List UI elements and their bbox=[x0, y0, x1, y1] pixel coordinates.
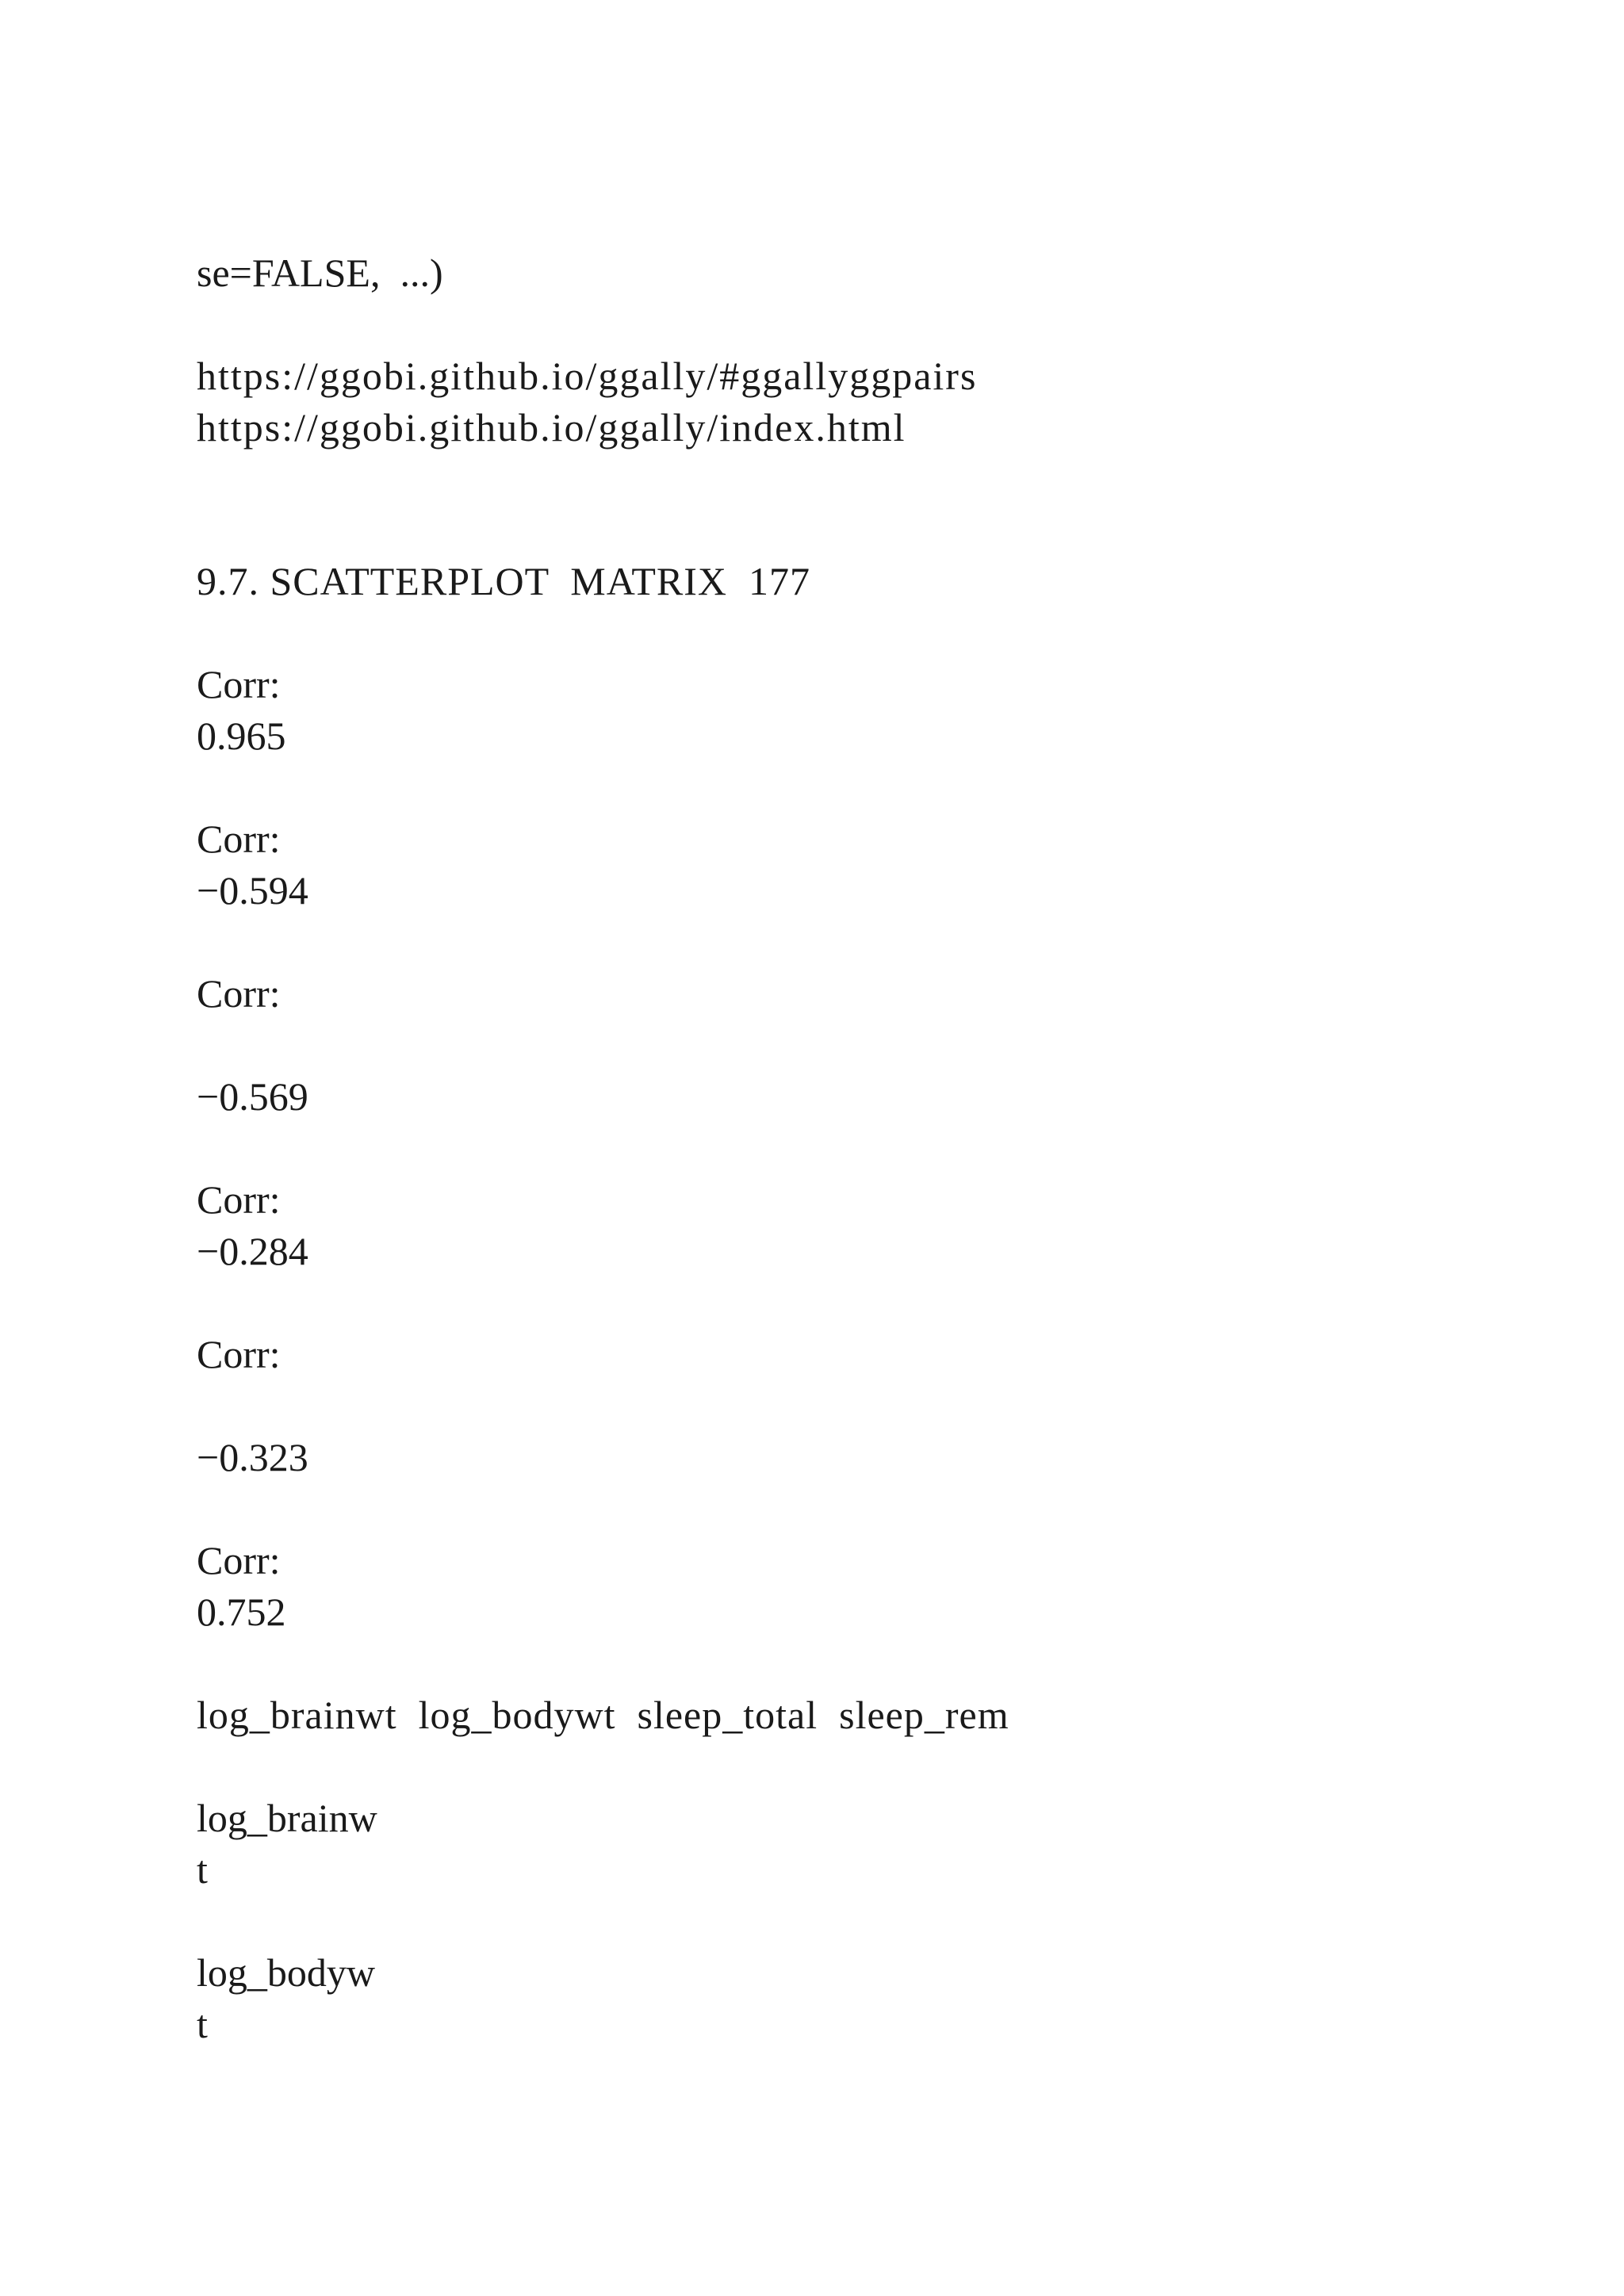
corr-value-6: 0.752 bbox=[197, 1590, 286, 1634]
corr-value-5: −0.323 bbox=[197, 1435, 308, 1479]
corr-value-3: −0.569 bbox=[197, 1074, 308, 1119]
corr-label-4: Corr: bbox=[197, 1177, 281, 1222]
corr-label-1: Corr: bbox=[197, 662, 281, 706]
section-heading: 9.7. SCATTERPLOT MATRIX 177 bbox=[197, 559, 810, 603]
corr-value-2: −0.594 bbox=[197, 868, 308, 913]
row-label-bodywt-part1: log_bodyw bbox=[197, 1950, 375, 1995]
variable-header: log_brainwt log_bodywt sleep_total sleep_rem bbox=[197, 1693, 1009, 1737]
corr-label-2: Corr: bbox=[197, 817, 281, 861]
corr-value-4: −0.284 bbox=[197, 1229, 308, 1273]
corr-label-5: Corr: bbox=[197, 1332, 281, 1376]
corr-label-6: Corr: bbox=[197, 1538, 281, 1582]
link-ggpairs[interactable]: https://ggobi.github.io/ggally/#ggallyggpairs bbox=[197, 354, 978, 398]
corr-label-3: Corr: bbox=[197, 971, 281, 1016]
code-fragment: se=FALSE, ...) bbox=[197, 251, 443, 295]
row-label-brainwt-part1: log_brainw bbox=[197, 1796, 377, 1840]
link-ggally-index[interactable]: https://ggobi.github.io/ggally/index.html bbox=[197, 405, 906, 450]
row-label-brainwt-part2: t bbox=[197, 1847, 208, 1892]
corr-value-1: 0.965 bbox=[197, 714, 286, 758]
row-label-bodywt-part2: t bbox=[197, 2002, 208, 2046]
